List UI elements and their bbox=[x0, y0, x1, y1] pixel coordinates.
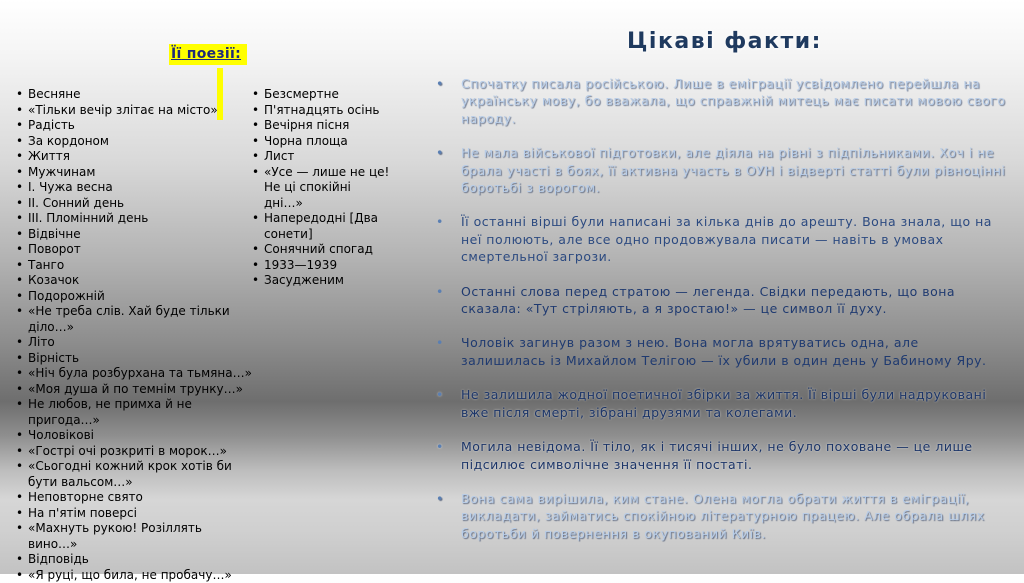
poem-item: • «Ніч була розбурхана та тьмяна…» bbox=[14, 366, 254, 382]
fact-item: • Чоловік загинув разом з нею. Вона могла врятуватись одна, але залишилась із Михайлом Телігою — їх убили в один день у Бабиному Яру. bbox=[428, 334, 1008, 369]
poem-item: • Напередодні [Два сонети] bbox=[250, 211, 390, 242]
poem-item: • 1933—1939 bbox=[250, 258, 390, 274]
fact-item: • Не мала військової підготовки, але діяла на рівні з підпільниками. Хоч і не брала участі в боях, її активна участь в ОУН і відверті статті були рівноцінні боротьбі з ворогом. bbox=[428, 144, 1008, 196]
poem-item: • Подорожній bbox=[14, 289, 254, 305]
poem-item: • Неповторне свято bbox=[14, 490, 254, 506]
facts-list bbox=[428, 75, 1008, 559]
poem-item: • Танго bbox=[14, 258, 254, 274]
poem-item: • Сонячний спогад bbox=[250, 242, 390, 258]
poem-item: • Мужчинам bbox=[14, 165, 254, 181]
poem-item: • Безсмертне bbox=[250, 87, 390, 103]
poem-item: • Козачок bbox=[14, 273, 254, 289]
fact-item: • Спочатку писала російською. Лише в еміграції усвідомлено перейшла на українську мову, бо вважала, що справжній митець має писати мовою свого народу. bbox=[428, 75, 1008, 127]
poem-item: • «Усе — лише не це! Не ці спокійні дні…» bbox=[250, 165, 390, 212]
poem-item: • Засудженим bbox=[250, 273, 390, 289]
poem-item: • Радість bbox=[14, 118, 254, 134]
poem-item: • «Не треба слів. Хай буде тільки діло…» bbox=[14, 304, 254, 335]
fact-item: • Вона сама вирішила, ким стане. Олена могла обрати життя в еміграції, викладати, займатись спокійною літературною працею. Але обрала шлях боротьби й повернення в окупований Київ. bbox=[428, 490, 1008, 542]
poem-item: • «Сьогодні кожний крок хотів би бути вальсом…» bbox=[14, 459, 254, 490]
facts-title: Цікаві факти: bbox=[627, 29, 822, 54]
poems-list-column-1 bbox=[14, 87, 254, 583]
poem-item: • «Тільки вечір злітає на місто» bbox=[14, 103, 254, 119]
poem-item: • «Махнуть рукою! Розіллять вино…» bbox=[14, 521, 254, 552]
poem-item: • Вірність bbox=[14, 351, 254, 367]
poem-item: • Чорна площа bbox=[250, 134, 390, 150]
poem-item: • Життя bbox=[14, 149, 254, 165]
poem-item: • I. Чужа весна bbox=[14, 180, 254, 196]
poem-item: • Чоловікові bbox=[14, 428, 254, 444]
poem-item: • Вечірня пісня bbox=[250, 118, 390, 134]
fact-item: • Не залишила жодної поетичної збірки за життя. Її вірші були надруковані вже після смерті, зібрані друзями та колегами. bbox=[428, 386, 1008, 421]
poems-title-her: Її bbox=[171, 46, 182, 62]
poem-item: • Весняне bbox=[14, 87, 254, 103]
fact-item: • Могила невідома. Її тіло, як і тисячі інших, не було поховане — це лише підсилює символічне значення її постаті. bbox=[428, 438, 1008, 473]
poems-title-rest: поезії: bbox=[182, 46, 241, 62]
poems-title bbox=[169, 44, 247, 65]
poem-item: • На п'ятім поверсі bbox=[14, 506, 254, 522]
poems-list-column-2 bbox=[250, 87, 390, 289]
poem-item: • «Моя душа й по темнім трунку…» bbox=[14, 382, 254, 398]
poem-item: • III. Пломінний день bbox=[14, 211, 254, 227]
poem-item: • Лист bbox=[250, 149, 390, 165]
poem-item: • Відвічне bbox=[14, 227, 254, 243]
poem-item: • За кордоном bbox=[14, 134, 254, 150]
poem-item: • Відповідь bbox=[14, 552, 254, 568]
poem-item: • П'ятнадцять осінь bbox=[250, 103, 390, 119]
poem-item: • Літо bbox=[14, 335, 254, 351]
fact-item: • Останні слова перед стратою — легенда. Свідки передають, що вона сказала: «Тут стріляють, а я зростаю!» — це символ її духу. bbox=[428, 283, 1008, 318]
poem-item: • II. Сонний день bbox=[14, 196, 254, 212]
poem-item: • Поворот bbox=[14, 242, 254, 258]
poem-item: • «Гострі очі розкриті в морок…» bbox=[14, 444, 254, 460]
poem-item: • Не любов, не примха й не пригода…» bbox=[14, 397, 254, 428]
poem-item: • «Я руці, що била, не пробачу…» bbox=[14, 568, 254, 583]
fact-item: • Її останні вірші були написані за кілька днів до арешту. Вона знала, що на неї полюють, але все одно продовжувала писати — навіть в умовах смертельної загрози. bbox=[428, 213, 1008, 265]
